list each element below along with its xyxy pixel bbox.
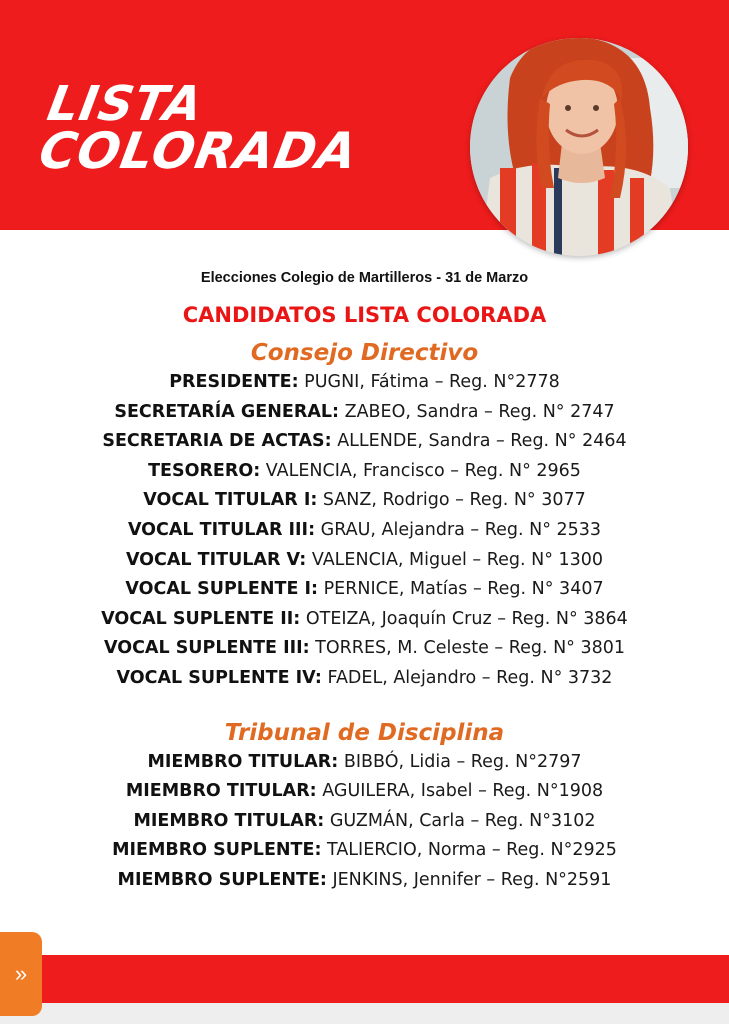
role-label: MIEMBRO TITULAR:	[133, 810, 325, 831]
candidate-name: GRAU, Alejandra – Reg. N° 2533	[315, 519, 602, 540]
consejo-row	[0, 368, 729, 398]
consejo-row	[0, 605, 729, 635]
role-label: SECRETARÍA GENERAL:	[114, 401, 340, 422]
role-label: MIEMBRO TITULAR:	[125, 781, 317, 802]
consejo-row	[0, 486, 729, 516]
candidate-name: JENKINS, Jennifer – Reg. N°2591	[326, 869, 612, 890]
candidate-name: ZABEO, Sandra – Reg. N° 2747	[339, 401, 615, 422]
candidate-name: VALENCIA, Miguel – Reg. N° 1300	[306, 549, 604, 570]
footer-strip	[0, 1003, 729, 1024]
expand-tab-button[interactable]	[0, 932, 42, 1016]
candidate-name: SANZ, Rodrigo – Reg. N° 3077	[317, 490, 586, 511]
consejo-row	[0, 546, 729, 576]
role-label: VOCAL SUPLENTE III:	[103, 638, 310, 659]
role-label: VOCAL SUPLENTE IV:	[116, 667, 322, 688]
candidate-name: PUGNI, Fátima – Reg. N°2778	[298, 372, 560, 392]
tribunal-row	[0, 807, 729, 837]
candidates-title: CANDIDATOS LISTA COLORADA	[182, 303, 547, 327]
role-label: MIEMBRO SUPLENTE:	[112, 840, 322, 861]
tribunal-heading: Tribunal de Disciplina	[224, 719, 505, 746]
role-label: MIEMBRO SUPLENTE:	[117, 869, 327, 890]
tribunal-row	[0, 748, 729, 778]
consejo-row	[0, 664, 729, 694]
role-label: VOCAL TITULAR V:	[125, 549, 307, 570]
role-label: MIEMBRO TITULAR:	[147, 751, 339, 772]
role-label: VOCAL TITULAR I:	[143, 490, 318, 511]
candidate-name: FADEL, Alejandro – Reg. N° 3732	[321, 667, 613, 688]
role-label: VOCAL SUPLENTE I:	[125, 579, 319, 600]
candidate-name: ALLENDE, Sandra – Reg. N° 2464	[331, 431, 627, 452]
consejo-row	[0, 398, 729, 428]
role-label: VOCAL SUPLENTE II:	[101, 608, 301, 629]
consejo-row	[0, 457, 729, 487]
section-gap	[0, 694, 729, 718]
candidate-name: PERNICE, Matías – Reg. N° 3407	[318, 579, 604, 600]
role-label: PRESIDENTE:	[169, 372, 299, 392]
consejo-heading: Consejo Directivo	[250, 340, 479, 366]
tribunal-row	[0, 866, 729, 896]
candidate-portrait-icon	[470, 38, 688, 256]
double-chevron-right-icon: »	[14, 961, 28, 986]
role-label: TESORERO:	[148, 460, 261, 481]
candidate-name: BIBBÓ, Lidia – Reg. N°2797	[338, 751, 582, 772]
tribunal-row	[0, 836, 729, 866]
consejo-row	[0, 516, 729, 546]
footer-bar	[0, 955, 729, 1003]
consejo-row	[0, 634, 729, 664]
consejo-row	[0, 427, 729, 457]
role-label: VOCAL TITULAR III:	[127, 519, 316, 540]
brand-line-2: COLORADA	[34, 121, 363, 180]
role-label: SECRETARIA DE ACTAS:	[102, 431, 332, 452]
candidate-name: AGUILERA, Isabel – Reg. N°1908	[316, 781, 604, 802]
candidate-name: VALENCIA, Francisco – Reg. N° 2965	[260, 460, 581, 481]
candidate-name: TALIERCIO, Norma – Reg. N°2925	[321, 840, 617, 861]
tribunal-list	[0, 748, 729, 896]
tribunal-row	[0, 777, 729, 807]
brand-title	[34, 76, 370, 180]
candidate-name: OTEIZA, Joaquín Cruz – Reg. N° 3864	[300, 608, 628, 629]
candidate-name: GUZMÁN, Carla – Reg. N°3102	[324, 810, 596, 831]
candidate-name: TORRES, M. Celeste – Reg. N° 3801	[309, 638, 626, 659]
consejo-row	[0, 575, 729, 605]
brand-line-1: LISTA	[43, 76, 208, 132]
candidates-content	[0, 268, 729, 896]
candidate-photo	[470, 38, 688, 256]
consejo-list	[0, 368, 729, 694]
election-subtitle: Elecciones Colegio de Martilleros - 31 de Marzo	[200, 270, 529, 286]
